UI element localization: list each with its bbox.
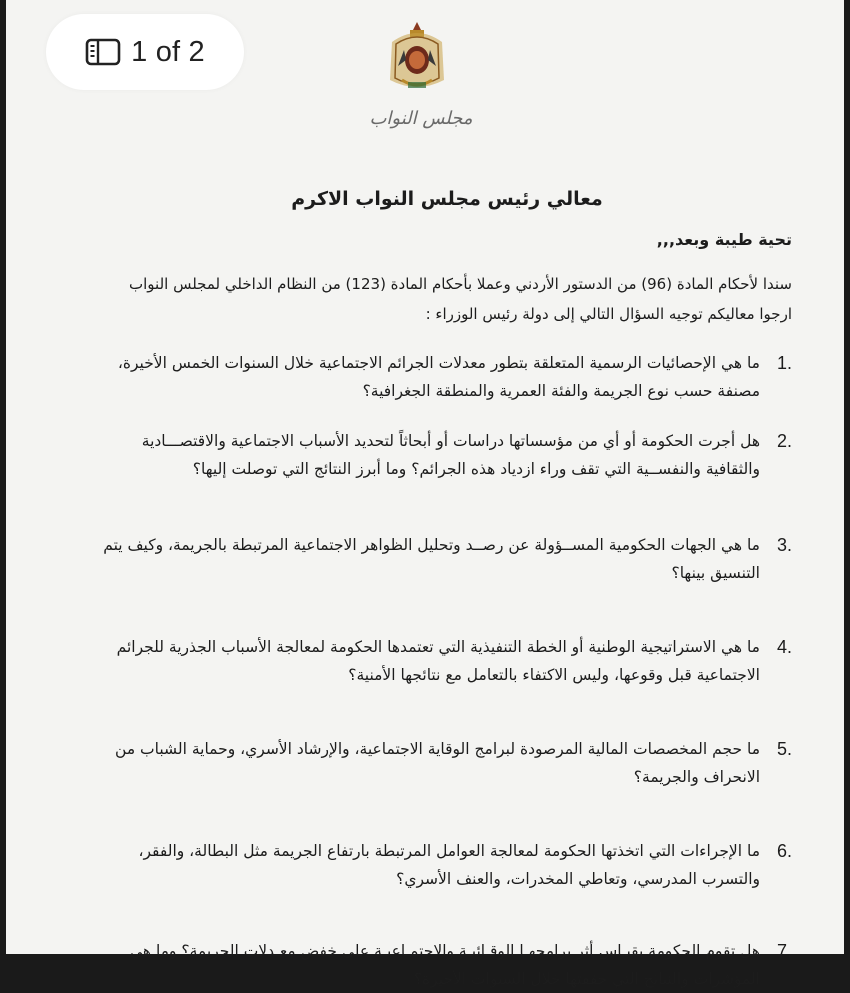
question-item [102, 531, 792, 587]
intro-paragraph: سندا لأحكام المادة (96) من الدستور الأردني وعملا بأحكام المادة (123) من النظام الداخلي لمجلس النواب ارجوا معاليكم توجيه السؤال التالي إلى دولة رئيس الوزراء : [129, 275, 792, 323]
parliament-logo: مجلس النواب [369, 108, 473, 129]
question-list [102, 349, 792, 993]
question-number: 3. [776, 535, 792, 555]
question-item [102, 937, 792, 993]
question-number: 2. [776, 431, 792, 451]
question-number: 5. [776, 739, 792, 759]
question-number: 6. [776, 841, 792, 861]
question-text: ما هي الجهات الحكومية المســؤولة عن رصــد وتحليل الظواهر الاجتماعية المرتبطة بالجريمة، وكيف يتم التنسيق بينها؟ [103, 536, 760, 582]
question-text: ما هي الإحصائيات الرسمية المتعلقة بتطور معدلات الجرائم الاجتماعية خلال السنوات الخمس الأخيرة، مصنفة حسب نوع الجريمة والفئة العمرية والمنطقة الجغرافية؟ [117, 354, 760, 400]
question-item [102, 735, 792, 791]
book-pages-icon [85, 38, 121, 66]
recipient-heading: معالي رئيس مجلس النواب الاكرم [291, 188, 603, 210]
letter-body [102, 180, 792, 993]
page-indicator-label: 1 of 2 [131, 35, 205, 68]
jordan-coat-of-arms-icon [384, 20, 450, 96]
question-text: ما هي الاستراتيجية الوطنية أو الخطة التنفيذية التي تعتمدها الحكومة لمعالجة الأسباب الجذرية للجرائم الاجتماعية قبل وقوعها، وليس الاكتفاء بالتعامل مع نتائجها الأمنية؟ [116, 638, 760, 684]
page-indicator[interactable] [46, 14, 244, 90]
question-number: 1. [776, 353, 792, 373]
document-page [6, 0, 844, 988]
question-number: 4. [776, 637, 792, 657]
question-item [102, 633, 792, 689]
greeting: تحية طيبة وبعد,,, [656, 230, 792, 249]
question-item [102, 349, 792, 405]
question-item [102, 837, 792, 893]
question-text: هل تقوم الحكومة بقيـاس أثر برامجهـا الوقـائيـة والاجتمـاعيـة على خفض معـدلات الجريمة؟ وما هي المؤشرات والنتائج التي حققتها خلال السنوات الأخيرة؟ [129, 942, 760, 988]
question-number: 7. [776, 941, 792, 961]
question-text: ما الإجراءات التي اتخذتها الحكومة لمعالجة العوامل المرتبطة بارتفاع الجريمة مثل البطالة، والفقر، والتسرب المدرسي، وتعاطي المخدرات، والعنف الأسري؟ [138, 842, 760, 888]
question-text: ما حجم المخصصات المالية المرصودة لبرامج الوقاية الاجتماعية، والإرشاد الأسري، وحماية الشباب من الانحراف والجريمة؟ [115, 740, 760, 786]
question-item [102, 427, 792, 483]
question-text: هل أجرت الحكومة أو أي من مؤسساتها دراسات أو أبحاثاً لتحديد الأسباب الاجتماعية والاقتصـــادية والثقافية والنفســية التي تقف وراء ازدياد هذه الجرائم؟ وما أبرز النتائج التي توصلت إليها؟ [141, 432, 760, 478]
